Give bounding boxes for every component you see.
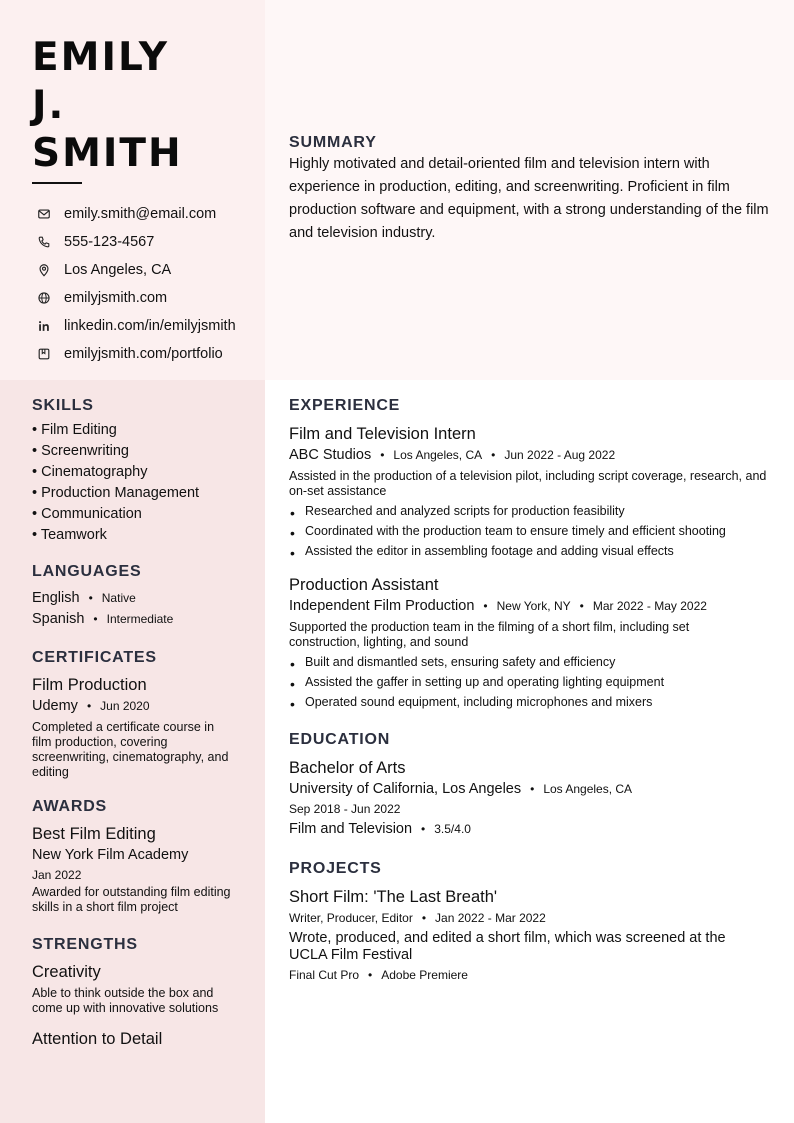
job-bullet: • Operated sound equipment, including microphones and mixers (289, 692, 774, 712)
skills-section (32, 397, 242, 546)
job-role: Production Assistant (289, 576, 439, 594)
name-underline (32, 182, 82, 184)
summary-text: Highly motivated and detail-oriented film and television intern with experience in production, editing, and screenwriting. Proficient in film production software and equipment, with a strong understanding of the film and television industry. (289, 156, 769, 241)
language-level: Native (101, 591, 136, 605)
contact-email-text: emily.smith@email.com (64, 206, 217, 222)
job-bullets (289, 652, 774, 712)
education-field: Film and Television (289, 821, 413, 837)
candidate-name (32, 34, 183, 178)
job-company: Independent Film Production (289, 598, 475, 614)
projects-heading: PROJECTS (289, 860, 382, 877)
contact-portfolio-text: emilyjsmith.com/portfolio (64, 346, 223, 362)
job-bullet: • Assisted the gaffer in setting up and operating lighting equipment (289, 672, 774, 692)
education-section (289, 731, 774, 840)
separator-dot: • (483, 599, 488, 613)
linkedin-icon (32, 314, 56, 338)
contact-location-text: Los Angeles, CA (64, 262, 172, 278)
skill-item: • Teamwork (32, 527, 107, 543)
experience-heading: EXPERIENCE (289, 397, 401, 414)
education-heading: EDUCATION (289, 731, 391, 748)
certificates-heading: CERTIFICATES (32, 649, 157, 666)
education-field-row (289, 819, 774, 840)
separator-dot: • (491, 448, 496, 462)
separator-dot: • (368, 968, 373, 982)
certificate-issuer: Udemy (32, 698, 78, 714)
summary-heading: SUMMARY (289, 134, 377, 151)
separator-dot: • (530, 782, 535, 796)
location-pin-icon (32, 258, 56, 282)
skill-item: • Screenwriting (32, 443, 129, 459)
certificate-date: Jun 2020 (100, 699, 150, 713)
education-location: Los Angeles, CA (543, 782, 633, 796)
language-level: Intermediate (106, 612, 174, 626)
skills-list (32, 420, 242, 546)
separator-dot: • (380, 448, 385, 462)
phone-icon (32, 230, 56, 254)
contact-list (32, 200, 236, 368)
name-line-first: EMILY (32, 35, 169, 80)
skill-item: • Production Management (32, 485, 200, 501)
contact-email[interactable] (32, 200, 236, 228)
job-bullet: • Coordinated with the production team to ensure timely and efficient shooting (289, 521, 774, 541)
strength-name: Attention to Detail (32, 1030, 163, 1048)
separator-dot: • (88, 591, 93, 605)
language-item (32, 609, 242, 630)
job-entry (289, 574, 774, 712)
strengths-section (32, 936, 237, 1050)
awards-section (32, 798, 237, 915)
award-date: Jan 2022 (32, 868, 82, 882)
job-meta (289, 445, 774, 466)
award-name: Best Film Editing (32, 825, 156, 843)
certificates-section (32, 649, 232, 780)
separator-dot: • (421, 822, 426, 836)
mail-icon (32, 202, 56, 226)
project-description: Wrote, produced, and edited a short film, which was screened at the UCLA Film Festival (289, 930, 726, 963)
job-dates: Jun 2022 - Aug 2022 (504, 448, 616, 462)
project-name: Short Film: 'The Last Breath' (289, 888, 498, 906)
skill-item: • Cinematography (32, 464, 148, 480)
job-location: New York, NY (496, 599, 571, 613)
project-tool: Adobe Premiere (381, 968, 468, 982)
education-dates: Sep 2018 - Jun 2022 (289, 802, 401, 816)
separator-dot: • (421, 911, 427, 925)
job-bullet: • Built and dismantled sets, ensuring safety and efficiency (289, 652, 774, 672)
project-roles: Writer, Producer, Editor (289, 911, 413, 925)
strength-description: Able to think outside the box and come up with innovative solutions (32, 986, 219, 1015)
job-meta (289, 596, 774, 617)
contact-phone[interactable] (32, 228, 236, 256)
award-description: Awarded for outstanding film editing skills in a short film project (32, 885, 231, 914)
skills-heading: SKILLS (32, 397, 94, 414)
portfolio-icon (32, 342, 56, 366)
project-tool: Final Cut Pro (289, 968, 360, 982)
globe-icon (32, 286, 56, 310)
certificate-name: Film Production (32, 676, 147, 694)
name-line-last: SMITH (32, 131, 183, 176)
separator-dot: • (579, 599, 584, 613)
language-item (32, 588, 242, 609)
award-issuer: New York Film Academy (32, 847, 189, 863)
awards-heading: AWARDS (32, 798, 108, 815)
contact-portfolio[interactable] (32, 340, 236, 368)
skill-item: • Film Editing (32, 422, 117, 438)
job-bullet: • Researched and analyzed scripts for production feasibility (289, 501, 774, 521)
job-role: Film and Television Intern (289, 425, 476, 443)
project-meta (289, 908, 774, 928)
education-gpa: 3.5/4.0 (434, 822, 471, 836)
languages-heading: LANGUAGES (32, 563, 142, 580)
contact-linkedin[interactable] (32, 312, 236, 340)
project-dates: Jan 2022 - Mar 2022 (435, 911, 546, 925)
contact-website[interactable] (32, 284, 236, 312)
job-entry (289, 423, 774, 561)
languages-section (32, 563, 242, 630)
separator-dot: • (86, 699, 92, 713)
strength-name: Creativity (32, 963, 101, 981)
experience-section (289, 397, 774, 712)
name-line-middle: J. (32, 83, 66, 128)
certificate-description: Completed a certificate course in film production, covering screenwriting, cinematography, and editing (32, 720, 229, 779)
job-location: Los Angeles, CA (393, 448, 483, 462)
job-company: ABC Studios (289, 447, 372, 463)
education-meta (289, 779, 774, 800)
education-school: University of California, Los Angeles (289, 781, 522, 797)
language-name: English (32, 590, 80, 606)
project-tools (289, 965, 774, 985)
job-dates: Mar 2022 - May 2022 (592, 599, 707, 613)
job-bullet: • Assisted the editor in assembling footage and adding visual effects (289, 541, 774, 561)
job-description: Supported the production team in the filming of a short film, including set construction, lighting, and sound (289, 620, 690, 649)
contact-linkedin-text: linkedin.com/in/emilyjsmith (64, 318, 236, 334)
separator-dot: • (93, 612, 98, 626)
job-bullets (289, 501, 774, 561)
contact-location (32, 256, 236, 284)
education-degree: Bachelor of Arts (289, 759, 406, 777)
contact-website-text: emilyjsmith.com (64, 290, 168, 306)
language-name: Spanish (32, 611, 85, 627)
job-description: Assisted in the production of a television pilot, including script coverage, research, and on-set assistance (289, 469, 767, 498)
projects-section (289, 860, 774, 985)
contact-phone-text: 555-123-4567 (64, 234, 155, 250)
skill-item: • Communication (32, 506, 142, 522)
strengths-heading: STRENGTHS (32, 936, 138, 953)
certificate-meta (32, 696, 232, 717)
